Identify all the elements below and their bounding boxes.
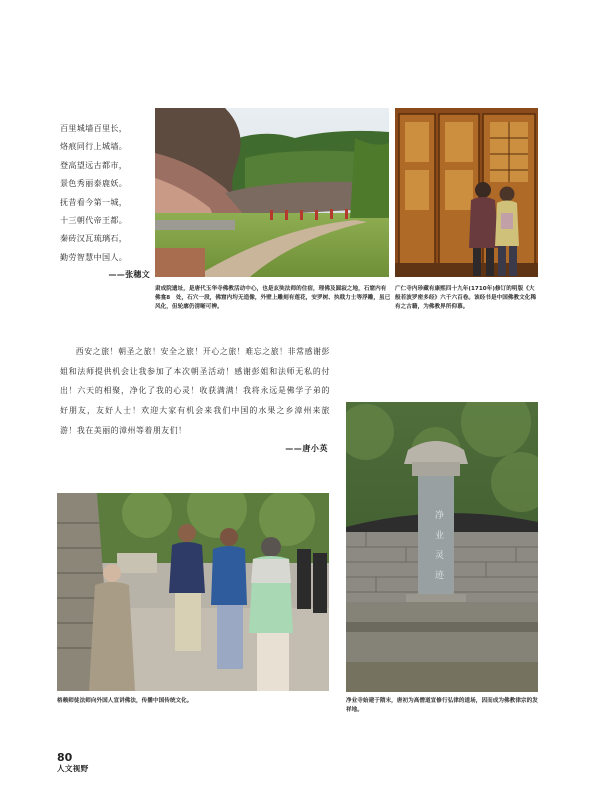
poem-line: 抚昔看今第一城， xyxy=(60,196,128,207)
poem-line: 秦砖汉瓦琉璃石， xyxy=(60,233,128,244)
page-folio xyxy=(57,752,89,773)
essay xyxy=(60,342,330,456)
essay-paragraph: 西安之旅！朝圣之旅！安全之旅！开心之旅！难忘之旅！非常感谢彭姐和法师提供机会让我参加了本次朝圣活动！感谢彭姐和法师无私的付出！六天的相聚，净化了我的心灵！收获满满！我将永远是佛学子弟的好朋友，友好人士！欢迎大家有机会来我们中国的水果之乡漳州来旅游！我在美丽的漳州等着朋友们！ xyxy=(60,347,330,435)
group-photo-caption: 格赖师徒法师向外国人宣讲佛法，传播中国传统文化。 xyxy=(57,698,193,704)
stele-inscription: 净 业 灵 迹 xyxy=(433,510,443,580)
essay-author: ——唐小英 xyxy=(285,443,328,453)
temple-photo-caption: 广仁寺内珍藏有康熙四十九年(1710年)修订的明版《大般若波罗密多经》六千六百卷。该经书是中国佛教文化稀有之古籍，为佛教界所仰慕。 xyxy=(395,286,537,310)
poem-line: 十三朝代帝王都。 xyxy=(60,215,128,226)
poem-line: 烙痕同行上城墙。 xyxy=(60,141,128,152)
temple-sutra-cabinet-photo xyxy=(395,108,538,277)
stele-photo-caption: 净业寺始建于隋末，唐初为高僧道宣修行弘律的道场，因而成为佛教律宗的发祥地。 xyxy=(346,698,538,713)
poem-line: 登高望远古都市， xyxy=(60,159,128,170)
stele-photo xyxy=(346,402,538,692)
magazine-name: 人文视野 xyxy=(57,764,89,773)
grotto-photo-caption: 肃成院遗址，是唐代玉华寺佛教活动中心，也是玄奘法师的住宿，理佛及圆寂之地，石窟内有佛龛8 处，石穴一段，佛窟内均无造像，外壁上雕刻有莲花，安罗树、执戟力士等浮雕，虽已风化，但轮廓仍清晰可辨。 xyxy=(155,286,391,310)
page-number: 80 xyxy=(57,751,73,764)
poem-line: 景色秀丽泰鹿妖。 xyxy=(60,178,128,189)
grotto-ruins-photo xyxy=(155,108,389,277)
poem-line: 百里城墙百里长， xyxy=(60,123,128,133)
poem xyxy=(60,119,152,285)
poem-line: 勤劳智慧中国人。 xyxy=(60,251,128,262)
poem-author: ——张穗文 xyxy=(108,270,150,280)
group-monk-photo xyxy=(57,493,329,691)
